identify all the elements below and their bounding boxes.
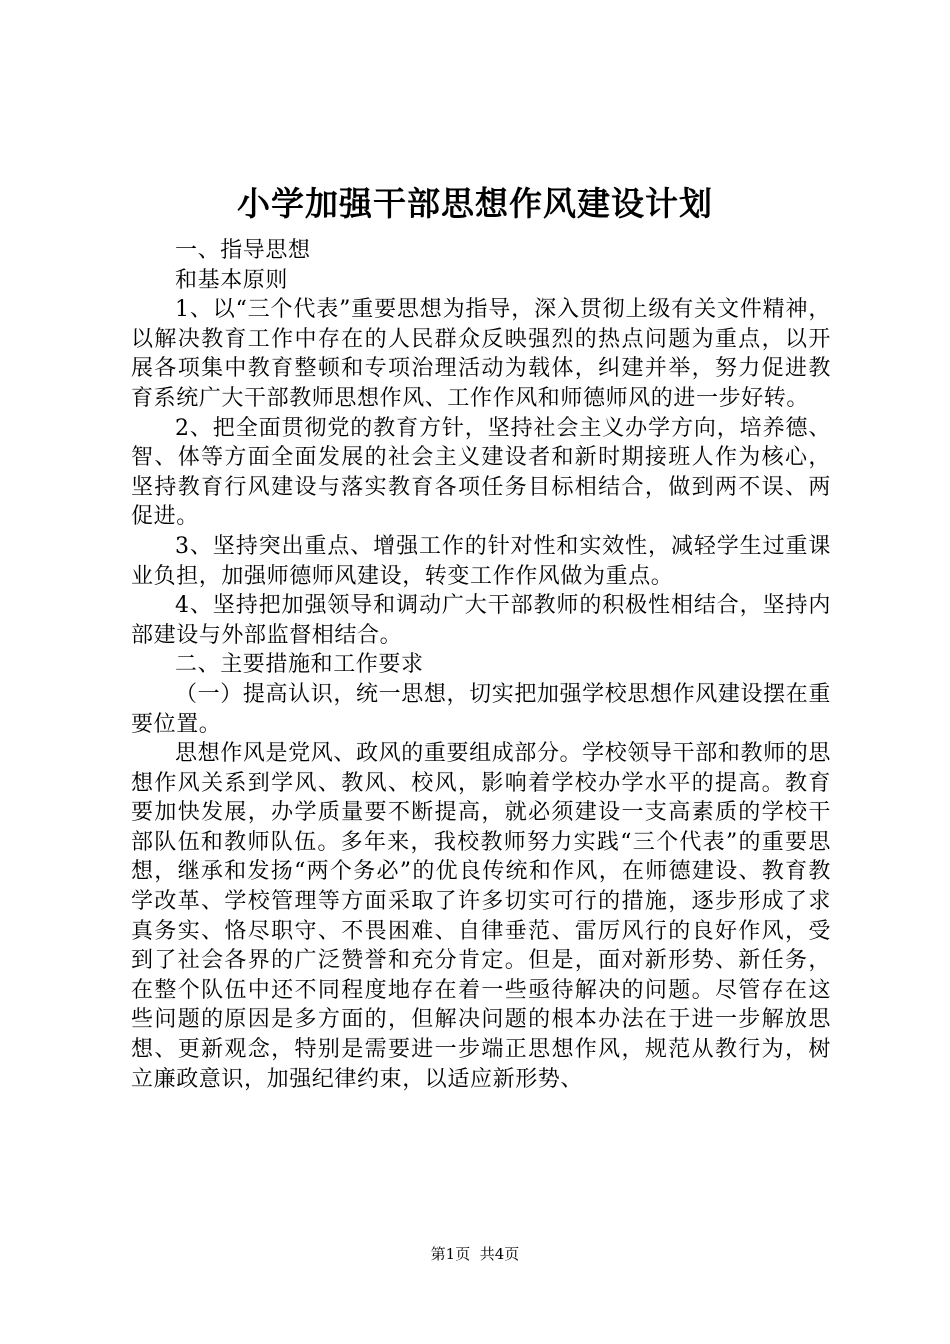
page-footer: [0, 1244, 950, 1264]
document-title: 小学加强干部思想作风建设计划: [237, 184, 713, 223]
paragraph-3: 3、坚持突出重点、增强工作的针对性和实效性，减轻学生过重课业负担，加强师德师风建设，转变工作作风做为重点。: [131, 533, 831, 589]
section-heading-measures: 二、主要措施和工作要求: [175, 652, 424, 678]
page-number-total: 共4页: [479, 1245, 520, 1263]
paragraph-1: 1、以“三个代表”重要思想为指导，深入贯彻上级有关文件精神，以解决教育工作中存在的人民群众反映强烈的热点问题为重点，以开展各项集中教育整顿和专项治理活动为载体，纠建并举，努力促进教育系统广大干部教师思想作风、工作作风和师德师风的进一步好转。: [131, 297, 831, 411]
section-heading-principles: 和基本原则: [175, 267, 289, 293]
page-number-current: 第1页: [430, 1245, 471, 1263]
subsection-heading-1: （一）提高认识，统一思想，切实把加强学校思想作风建设摆在重要位置。: [131, 681, 831, 737]
section-heading-guiding-thought: 一、指导思想: [175, 238, 311, 263]
document-body: [131, 236, 831, 1094]
paragraph-4: 4、坚持把加强领导和调动广大干部教师的积极性相结合，坚持内部建设与外部监督相结合。: [131, 593, 831, 648]
paragraph-5: 思想作风是党风、政风的重要组成部分。学校领导干部和教师的思想作风关系到学风、教风、校风，影响着学校办学水平的提高。教育要加快发展，办学质量要不断提高，就必须建设一支高素质的学校干部队伍和教师队伍。多年来，我校教师努力实践“三个代表”的重要思想，继承和发扬“两个务必”的优良传统和作风，在师德建设、教育教学改革、学校管理等方面采取了许多切实可行的措施，逐步形成了求真务实、恪尽职守、不畏困难、自律垂范、雷厉风行的良好作风，受到了社会各界的广泛赞誉和充分肯定。但是，面对新形势、新任务，在整个队伍中还不同程度地存在着一些亟待解决的问题。尽管存在这些问题的原因是多方面的，但解决问题的根本办法在于进一步解放思想、更新观念，特别是需要进一步端正思想作风，规范从教行为，树立廉政意识，加强纪律约束，以适应新形势、: [131, 741, 831, 1092]
paragraph-2: 2、把全面贯彻党的教育方针，坚持社会主义办学方向，培养德、智、体等方面全面发展的社会主义建设者和新时期接班人作为核心，坚持教育行风建设与落实教育各项任务目标相结合，做到两不误、两促进。: [131, 415, 831, 530]
